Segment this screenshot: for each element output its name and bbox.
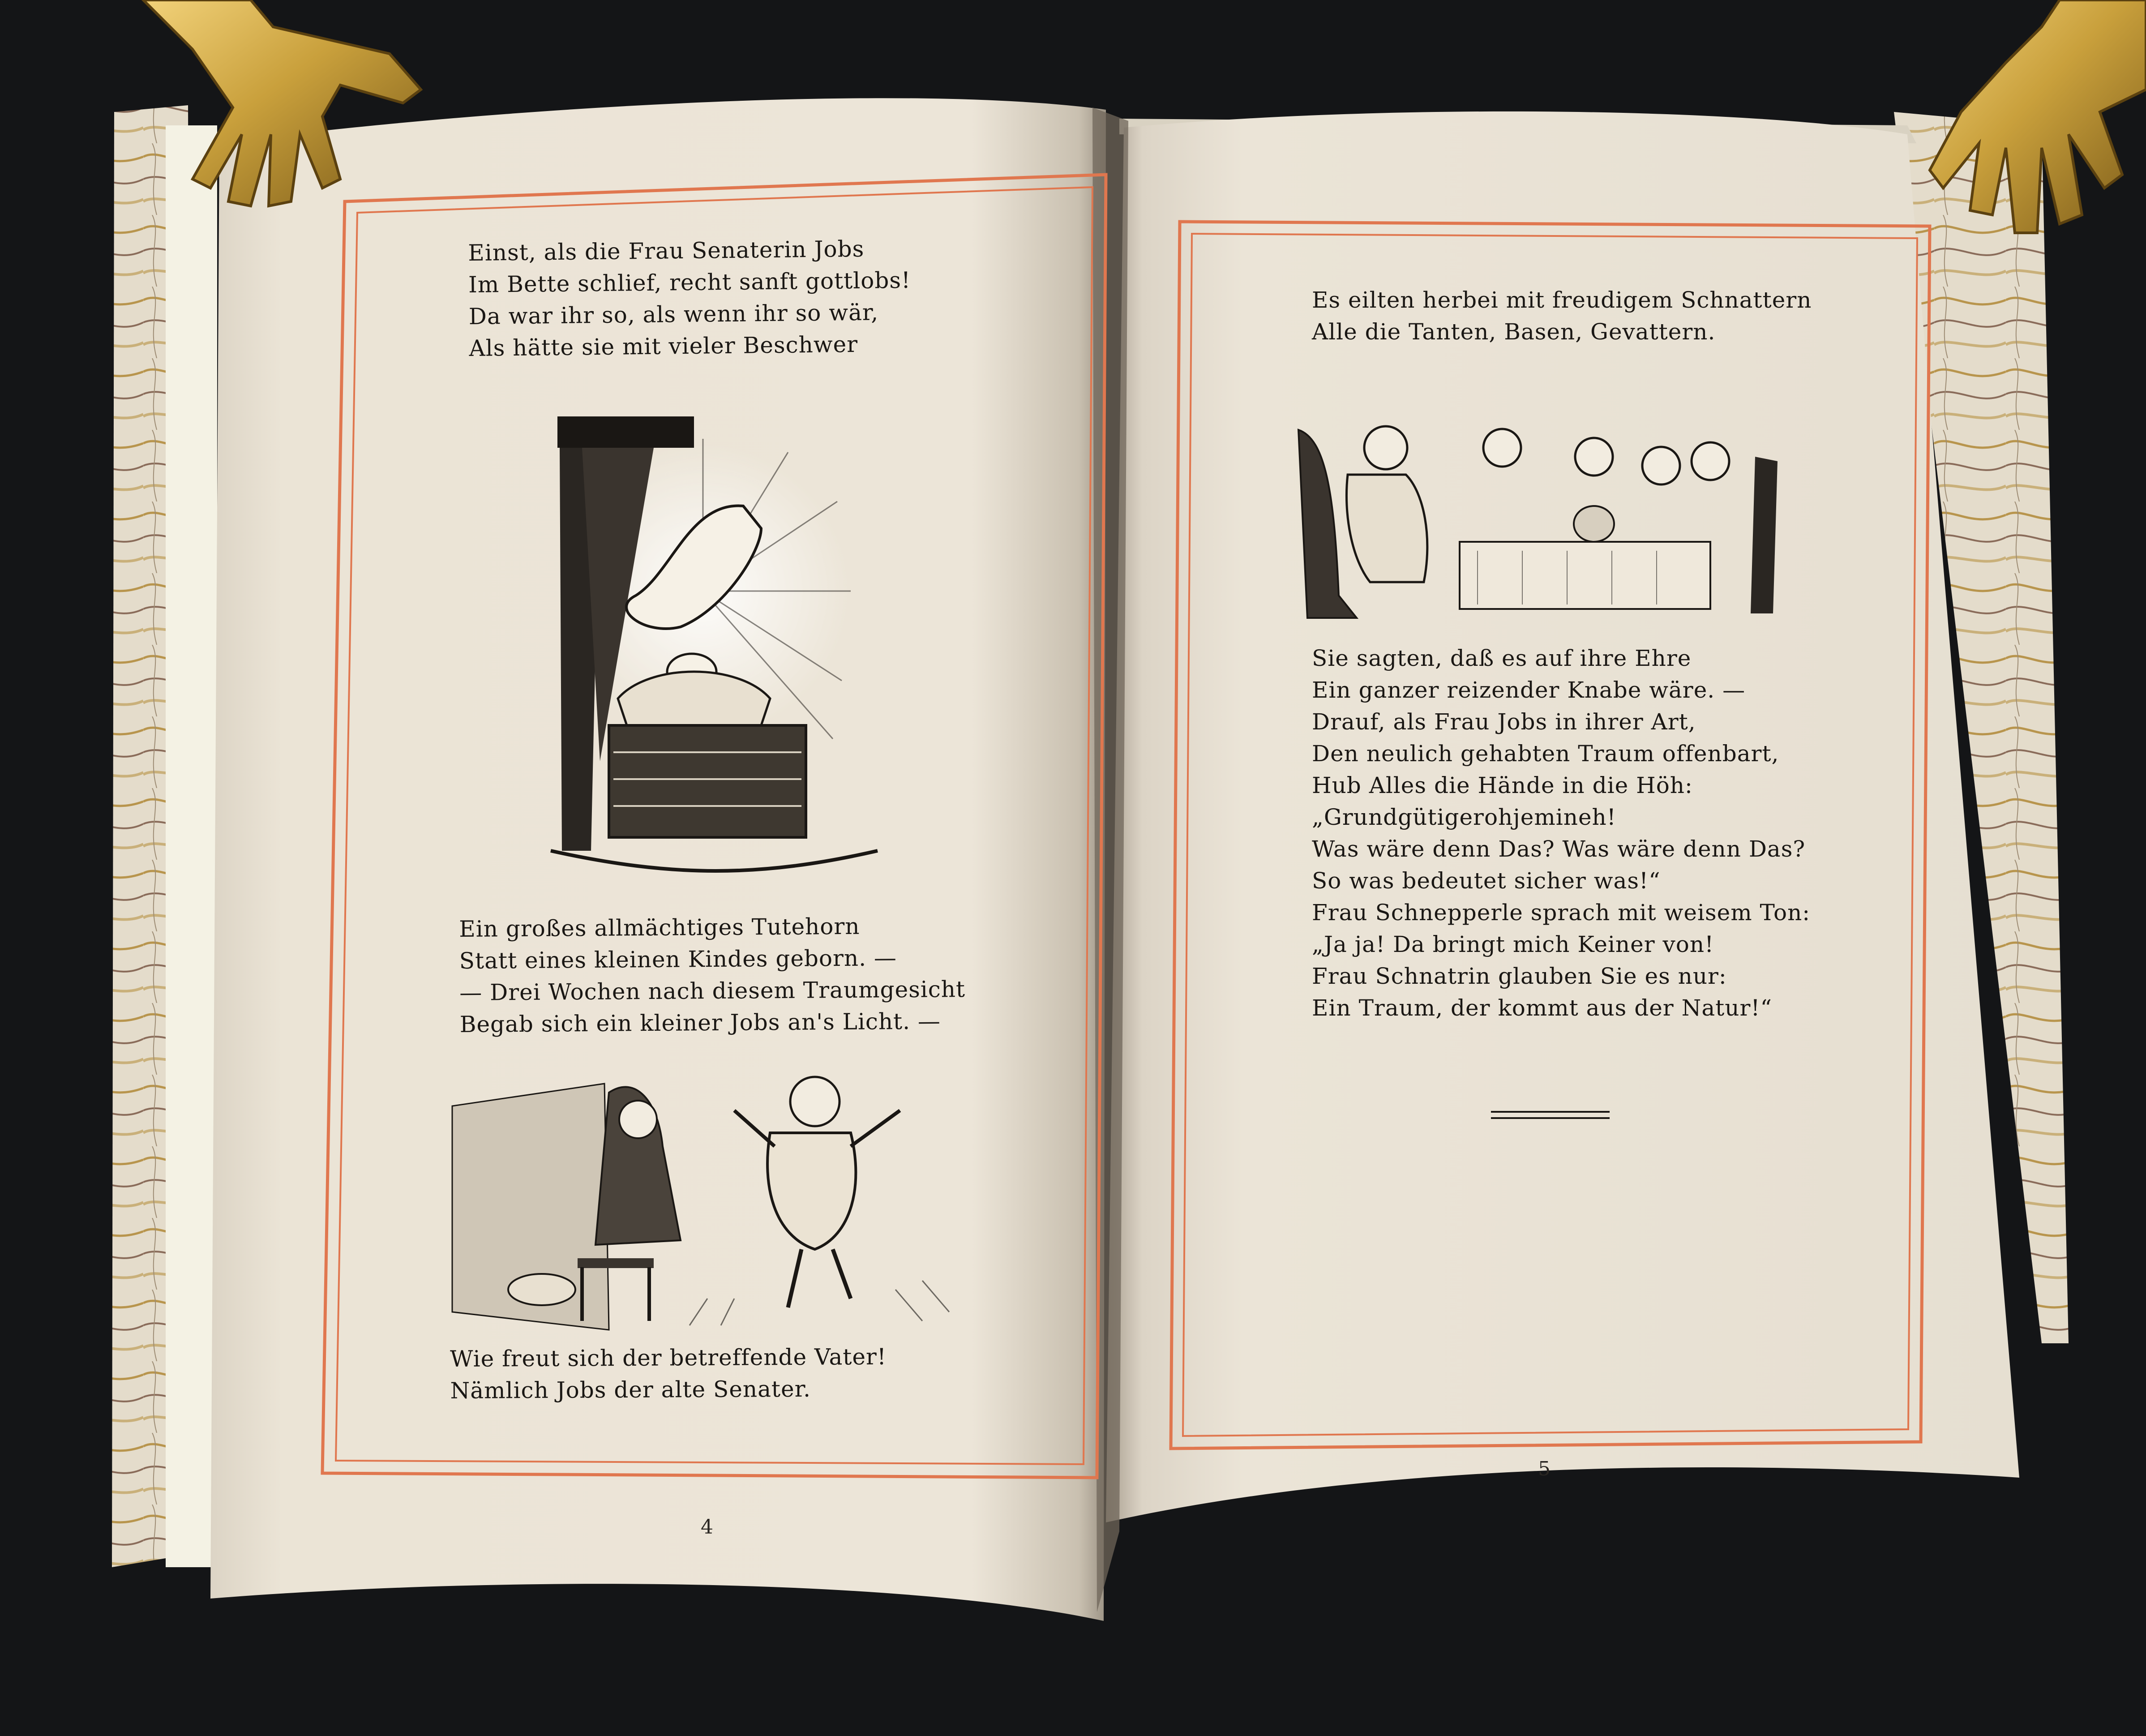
verse-line: So was bedeutet sicher was!“: [1312, 868, 1661, 894]
verse-line: Statt eines kleinen Kindes geborn. —: [459, 945, 897, 974]
verse-line: Was wäre denn Das? Was wäre denn Das?: [1312, 836, 1806, 862]
verse-line: Wie freut sich der betreffende Vater!: [450, 1343, 887, 1372]
verse-line: — Drei Wochen nach diesem Traumgesicht: [459, 976, 966, 1006]
verse-line: Alle die Tanten, Basen, Gevattern.: [1312, 319, 1716, 345]
verse-line: Nämlich Jobs der alte Senater.: [450, 1376, 811, 1404]
verse-line: Ein großes allmächtiges Tutehorn: [459, 913, 860, 942]
verse-line: Sie sagten, daß es auf ihre Ehre: [1312, 645, 1692, 671]
verse-line: Ein ganzer reizender Knabe wäre. —: [1312, 677, 1746, 703]
verse-line: Es eilten herbei mit freudigem Schnattern: [1312, 287, 1812, 313]
verse-line: Hub Alles die Hände in die Höh:: [1312, 772, 1693, 798]
endpaper-white-strip: [166, 125, 217, 1567]
right-stanza-1: [1312, 284, 1812, 348]
verse-line: Frau Schnepperle sprach mit weisem Ton:: [1312, 900, 1811, 926]
verse-line: Im Bette schlief, recht sanft gottlobs!: [468, 267, 911, 298]
right-stanza-2: [1312, 643, 1810, 1024]
verse-line: Begab sich ein kleiner Jobs an's Licht. —: [459, 1008, 941, 1037]
verse-line: „Grundgütigerohjemineh!: [1312, 804, 1616, 830]
left-stanza-1: [468, 233, 912, 364]
verse-line: „Ja ja! Da bringt mich Keiner von!: [1312, 931, 1714, 957]
verse-line: Drauf, als Frau Jobs in ihrer Art,: [1312, 709, 1696, 735]
verse-line: Ein Traum, der kommt aus der Natur!“: [1312, 995, 1773, 1021]
verse-line: Frau Schnatrin glauben Sie es nur:: [1312, 963, 1727, 989]
verse-line: Den neulich gehabten Traum offenbart,: [1312, 741, 1779, 767]
verse-line: Da war ihr so, als wenn ihr so wär,: [468, 299, 879, 330]
verse-line: Einst, als die Frau Senaterin Jobs: [468, 236, 865, 266]
right-page-number: 5: [1538, 1457, 1551, 1480]
left-stanza-3: [450, 1341, 887, 1407]
left-stanza-2: [459, 910, 966, 1041]
left-page-number: 4: [701, 1516, 713, 1539]
verse-line: Als hätte sie mit vieler Beschwer: [469, 331, 858, 361]
